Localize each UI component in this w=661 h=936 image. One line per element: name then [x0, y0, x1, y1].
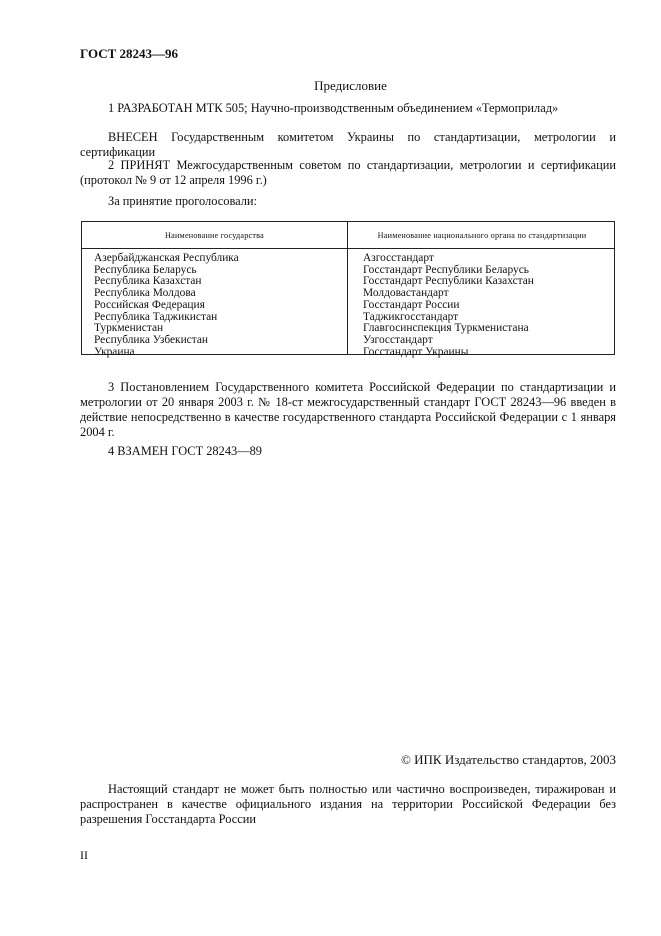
table-divider-horizontal — [82, 248, 614, 249]
table-header-body: Наименование национального органа по стандартизации — [377, 231, 587, 240]
list-item: Республика Беларусь — [94, 263, 197, 276]
table-header-state: Наименование государства — [165, 231, 264, 240]
voting-table — [81, 221, 615, 358]
page-number: II — [80, 848, 88, 862]
list-item: Российская Федерация — [94, 298, 205, 311]
list-item: Республика Молдова — [94, 287, 196, 300]
reproduction-notice: Настоящий стандарт не может быть полностью или частично воспроизведен, тиражирован и распространен в качестве официального издания на территории Российской Федерации без разрешения Госстандарта России — [80, 782, 616, 826]
states-list — [94, 253, 239, 358]
introduced-by: ВНЕСЕН Государственным комитетом Украины по стандартизации, метрологии и сертификации — [80, 130, 616, 159]
list-item: Узгосстандарт — [363, 333, 433, 346]
item-1-developed: 1 РАЗРАБОТАН МТК 505; Научно-производственным объединением «Термоприлад» — [108, 101, 559, 115]
list-item: Азербайджанская Республика — [94, 252, 239, 264]
list-item: Госстандарт Республики Беларусь — [363, 263, 529, 276]
list-item: Туркменистан — [94, 322, 164, 335]
preface-title: Предисловие — [314, 78, 387, 93]
list-item: Госстандарт Украины — [363, 345, 469, 358]
bodies-list — [363, 253, 534, 358]
list-item: Республика Таджикистан — [94, 310, 218, 323]
table-divider-vertical — [347, 222, 348, 354]
list-item: Азгосстандарт — [363, 252, 434, 264]
list-item: Главгосинспекция Туркменистана — [363, 322, 529, 335]
voted-intro: За принятие проголосовали: — [108, 194, 257, 208]
list-item: Республика Узбекистан — [94, 333, 208, 346]
list-item: Госстандарт России — [363, 298, 460, 311]
item-2-adopted: 2 ПРИНЯТ Межгосударственным советом по стандартизации, метрологии и сертификации (протокол № 9 от 12 апреля 1996 г.) — [80, 158, 616, 187]
item-4-replaces: 4 ВЗАМЕН ГОСТ 28243—89 — [108, 444, 262, 458]
list-item: Таджикгосстандарт — [363, 310, 459, 323]
copyright-notice: © ИПК Издательство стандартов, 2003 — [401, 752, 616, 767]
document-id: ГОСТ 28243—96 — [80, 46, 179, 61]
list-item: Украина — [94, 345, 135, 358]
list-item: Республика Казахстан — [94, 275, 202, 288]
item-3-decree: 3 Постановлением Государственного комитета Российской Федерации по стандартизации и метрологии от 20 января 2003 г. № 18-ст межгосударственный стандарт ГОСТ 28243—96 введен в действие непосредственно в качестве государственного стандарта Российской Федерации с 1 января 2004 г. — [80, 380, 616, 439]
list-item: Молдовастандарт — [363, 287, 449, 300]
list-item: Госстандарт Республики Казахстан — [363, 275, 534, 288]
